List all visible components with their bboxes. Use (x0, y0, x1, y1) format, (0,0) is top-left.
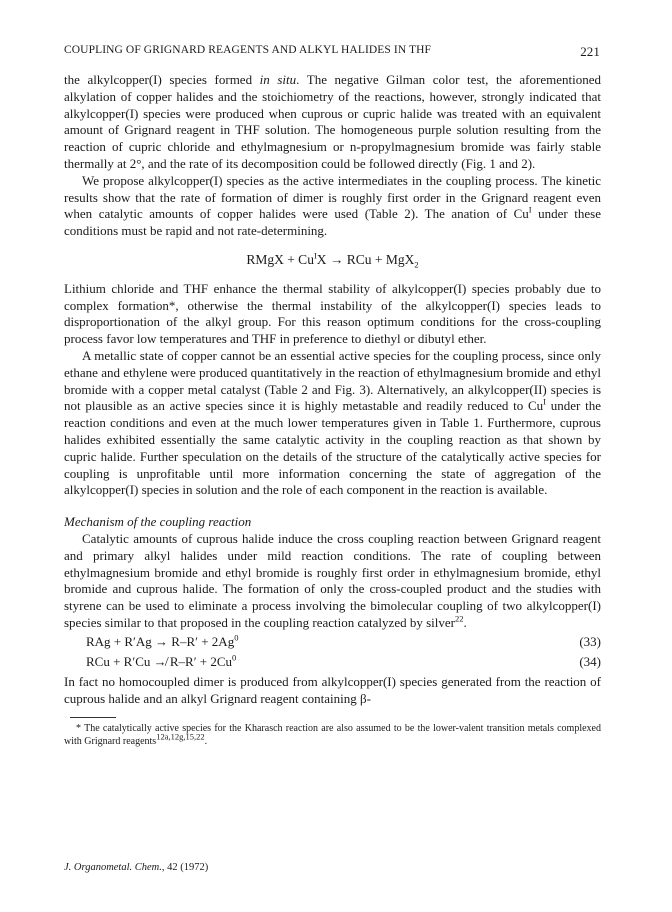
equation-anation: RMgX + $Cu^IX$ → RCu + MgX$_2$ (246, 250, 419, 270)
paragraph-1: the alkylcopper(I) species formed in situ. The negative Gilman color test, the aforementioned alkylation of copper halides and the stoichiometry of the reactions, however, strongly indicated that alkylcopper(I) species were produced when cuprous or cupric halide was treated with an equivalent amount of Grignard reagent in THF solution. The homogeneous purple solution resulting from the reaction of cupric chloride and ethylmagnesium or n-propylmagnesium bromide was fairly stable thermally at 2°, and the rate of its decomposition could be followed directly (Fig. 1 and 2). (64, 72, 601, 171)
equation-33: RAg + $R'Ag \to R-R' + 2Ag^0$ (33) (86, 632, 601, 649)
journal-citation: J. Organometal. Chem., 42 (1972) (64, 862, 209, 873)
paragraph-5: Catalytic amounts of cuprous halide induce the cross coupling reaction between Grignard reagent and primary alkyl halides under mild reaction conditions. The rate of coupling between ethylmagnesium bromide and ethyl bromide is roughly first order in ethylmagnesium bromide, ethyl bromide and cuprous halide. The formation of only the cross-coupled product and the studies with styrene can be used to eliminate a process involving the bimolecular coupling of two alkylcopper(I) species similar to that proposed in the coupling reaction catalyzed by silver$^{22}$. (64, 530, 601, 630)
paragraph-2: We propose alkylcopper(I) species as the active intermediates in the coupling process. The kinetic results show that the rate of formation of dimer is roughly first order in the Grignard reagent even when catalytic amounts of copper halides were used (Table 2). The anation of $Cu^I$ under these conditions must be rapid and not rate-determining. (64, 172, 601, 239)
section-heading: Mechanism of the coupling reaction (64, 514, 252, 530)
article-body (64, 72, 601, 748)
paragraph-6: In fact no homocoupled dimer is produced from alkylcopper(I) species generated from the reaction of cuprous halide and an alkyl Grignard reagent containing β- (64, 673, 601, 706)
running-title: COUPLING OF GRIGNARD REAGENTS AND ALKYL HALIDES IN THF (64, 44, 432, 56)
equation-number: (34) (579, 653, 601, 669)
footnote-divider (70, 717, 116, 718)
equation-34: RCu + R′Cu ↛ $R-R' + 2Cu^0$ (34) (86, 652, 601, 669)
page-number: 221 (580, 44, 600, 59)
paragraph-3: Lithium chloride and THF enhance the thermal stability of alkylcopper(I) species probably due to complex formation*, otherwise the thermal instability of the alkylcopper(I) species leads to disproportionation of the alkyl group. For this reason optimum conditions for the cross-coupling process favor low temperatures and THF in preference to diethyl or dibutyl ether. (64, 280, 601, 347)
footnote: * The catalytically active species for the Kharasch reaction are also assumed to be the lower-valent transition metals complexed with Grignard reagents$^{12a,12g,15,22}$. (64, 723, 601, 748)
equation-number: (33) (579, 633, 601, 649)
paragraph-4: A metallic state of copper cannot be an essential active species for the coupling process, since only ethane and ethylene were produced quantitatively in the reaction of ethylmagnesium bromide and ethyl bromide with a copper metal catalyst (Table 2 and Fig. 3). Alternatively, an alkylcopper(II) species is not plausible as an active species since it is highly metastable and readily reduced to $Cu^I$ under the reaction conditions and even at the much lower temperatures given in Table 1. Furthermore, cuprous halides exhibited essentially the same catalytic activity in the coupling reaction as that shown by cupric halide. Further speculation on the details of the structure of the catalytically active species for coupling is unprofitable until more information concerning the state of aggregation of the alkylcopper(I) species in solution and the role of each component in the reaction is available. (64, 347, 601, 498)
italic-in-situ: in situ (259, 72, 297, 87)
